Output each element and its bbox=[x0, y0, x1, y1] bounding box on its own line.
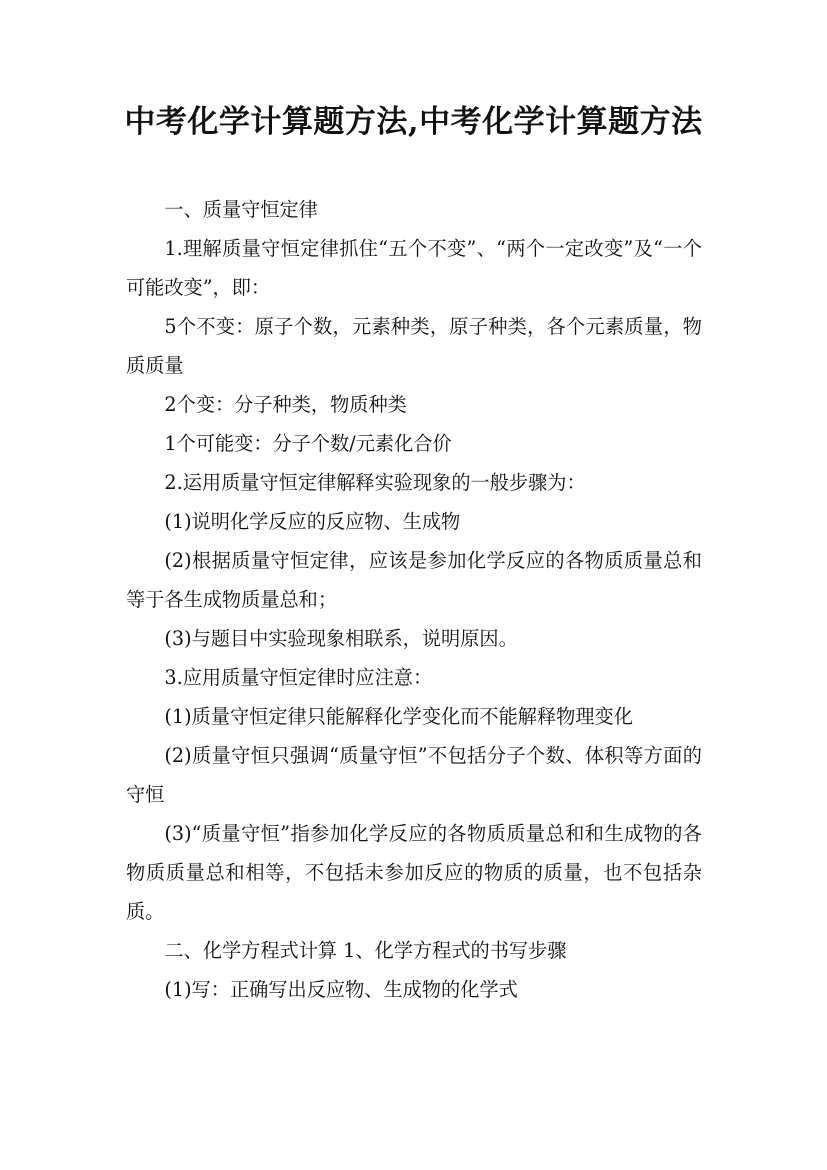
paragraph: 1个可能变：分子个数/元素化合价 bbox=[164, 432, 452, 455]
document-title: 中考化学计算题方法,中考化学计算题方法 bbox=[124, 104, 703, 140]
paragraph: 2个变：分子种类，物质种类 bbox=[164, 393, 407, 416]
section-heading-chemical-equations: 二、化学方程式计算 1、化学方程式的书写步骤 bbox=[164, 939, 567, 962]
paragraph: (3)“质量守恒”指参加化学反应的各物质质量总和和生成物的各物质质量总和相等，不包括未参加反应的物质的质量，也不包括杂质。 bbox=[126, 822, 702, 923]
paragraph: (1)说明化学反应的反应物、生成物 bbox=[164, 510, 461, 533]
paragraph: 1.理解质量守恒定律抓住“五个不变”、“两个一定改变”及“一个可能改变”，即： bbox=[126, 237, 702, 299]
paragraph: (1)质量守恒定律只能解释化学变化而不能解释物理变化 bbox=[164, 705, 633, 728]
paragraph: 2.运用质量守恒定律解释实验现象的一般步骤为： bbox=[164, 471, 586, 494]
paragraph: (3)与题目中实验现象相联系，说明原因。 bbox=[164, 627, 518, 650]
paragraph: 3.应用质量守恒定律时应注意： bbox=[164, 666, 433, 689]
section-heading-mass-conservation: 一、质量守恒定律 bbox=[164, 198, 318, 221]
document-body bbox=[126, 190, 702, 1009]
paragraph: (2)质量守恒只强调“质量守恒”不包括分子个数、体积等方面的守恒 bbox=[126, 744, 702, 806]
paragraph: 5个不变：原子个数，元素种类，原子种类，各个元素质量，物质质量 bbox=[126, 315, 702, 377]
paragraph: (1)写：正确写出反应物、生成物的化学式 bbox=[164, 978, 518, 1001]
paragraph: (2)根据质量守恒定律，应该是参加化学反应的各物质质量总和等于各生成物质量总和； bbox=[126, 549, 702, 611]
